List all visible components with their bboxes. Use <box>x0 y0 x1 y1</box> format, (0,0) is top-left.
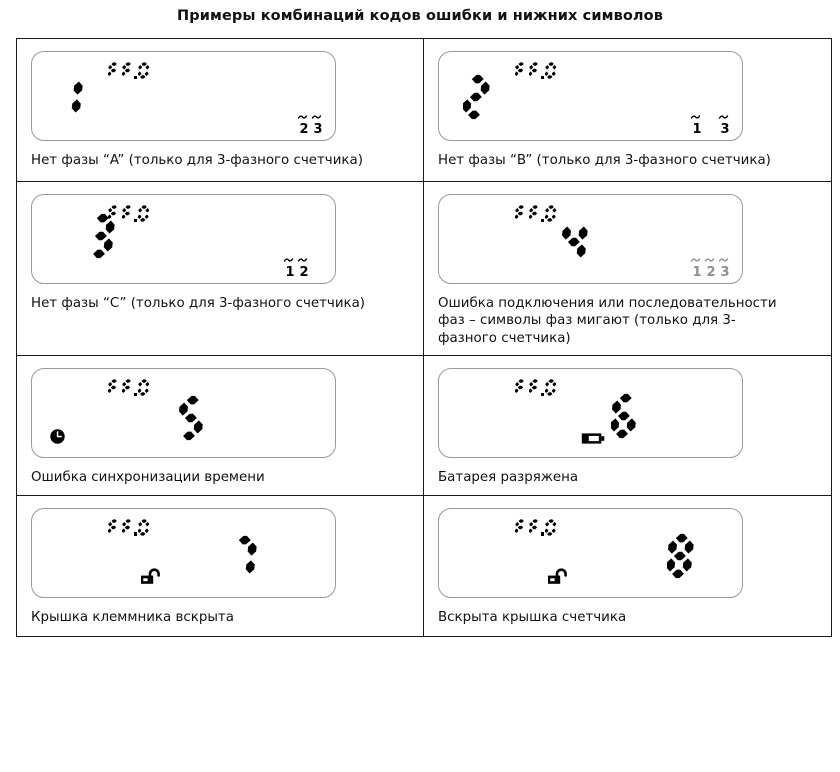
lcd-prefix-ff0 <box>108 62 150 79</box>
cell-caption: Нет фазы “C” (только для 3-фазного счетчика) <box>31 296 366 311</box>
phase-indicator-2 <box>704 256 718 276</box>
lcd-prefix-ff0 <box>515 519 557 536</box>
cell-caption: Вскрыта крышка счетчика <box>438 609 627 625</box>
lcd-display <box>31 194 336 284</box>
error-code-digit <box>178 395 206 445</box>
lcd-display <box>438 51 743 141</box>
unlocked-padlock-icon <box>547 567 570 589</box>
table-row <box>17 356 831 495</box>
lcd-prefix-ff0 <box>515 205 557 222</box>
error-cell-8 <box>424 496 831 636</box>
clock-icon <box>49 428 66 449</box>
unlocked-padlock-icon <box>140 567 163 589</box>
cell-caption: Батарея разряжена <box>438 470 579 486</box>
ff-char-f1 <box>515 62 527 79</box>
ff-char-zero <box>138 205 150 222</box>
svg-text:2: 2 <box>299 122 309 135</box>
svg-text:2: 2 <box>706 265 716 278</box>
svg-text:3: 3 <box>720 122 730 135</box>
table-row <box>17 182 831 356</box>
seven-segment-digit <box>561 219 589 265</box>
ff-char-f2 <box>529 62 541 79</box>
ff-char-zero <box>545 62 557 79</box>
phase-indicator-1 <box>283 256 297 276</box>
error-cell-2 <box>424 39 831 181</box>
error-code-table <box>16 38 832 637</box>
phase-indicator-empty <box>283 113 297 133</box>
svg-text:1: 1 <box>285 265 295 278</box>
table-row <box>17 496 831 636</box>
error-code-digit <box>667 533 695 583</box>
ff-char-f2 <box>529 205 541 222</box>
phase-indicators <box>283 256 325 276</box>
ff-char-f1 <box>515 379 527 396</box>
lcd-display <box>438 194 743 284</box>
cell-caption: Ошибка синхронизации времени <box>31 470 265 486</box>
phase-indicator-1 <box>690 113 704 133</box>
seven-segment-digit <box>611 393 639 439</box>
seven-segment-digit <box>230 535 258 581</box>
ff-char-f1 <box>515 205 527 222</box>
error-code-digit <box>561 219 589 269</box>
error-cell-3 <box>17 182 424 355</box>
lcd-prefix-ff0 <box>515 62 557 79</box>
ff-char-f2 <box>122 205 134 222</box>
battery-low-icon <box>581 430 605 449</box>
ff-char-zero <box>545 205 557 222</box>
phase-indicators <box>283 113 325 133</box>
ff-char-f1 <box>108 519 120 536</box>
ff-char-zero <box>138 379 150 396</box>
svg-text:1: 1 <box>692 265 702 278</box>
phase-indicator-1 <box>690 256 704 276</box>
svg-text:2: 2 <box>299 265 309 278</box>
error-code-digit <box>56 74 84 124</box>
cell-caption: Крышка клеммника вскрыта <box>31 609 234 625</box>
phase-indicator-3 <box>718 256 732 276</box>
error-cell-4 <box>424 182 831 355</box>
lcd-prefix-ff0 <box>108 379 150 396</box>
seven-segment-digit <box>178 395 206 441</box>
phase-indicators <box>690 113 732 133</box>
error-code-digit <box>230 535 258 585</box>
cell-caption: Нет фазы “A” (только для 3-фазного счетчика) <box>31 153 363 168</box>
svg-text:3: 3 <box>720 265 730 278</box>
lcd-display <box>31 51 336 141</box>
lcd-display <box>31 508 336 598</box>
lcd-display <box>438 368 743 458</box>
phase-indicator-2 <box>297 113 311 133</box>
phase-indicator-empty <box>311 256 325 276</box>
svg-text:1: 1 <box>692 122 702 135</box>
ff-char-f2 <box>122 62 134 79</box>
lcd-prefix-ff0 <box>515 379 557 396</box>
error-cell-5 <box>17 356 424 494</box>
lcd-prefix-ff0 <box>108 519 150 536</box>
table-row <box>17 39 831 182</box>
ff-char-f2 <box>122 379 134 396</box>
error-cell-1 <box>17 39 424 181</box>
ff-char-zero <box>138 519 150 536</box>
phase-indicator-3 <box>718 113 732 133</box>
error-code-digit <box>88 213 116 263</box>
seven-segment-digit <box>88 213 116 259</box>
ff-char-f1 <box>108 62 120 79</box>
page-title: Примеры комбинаций кодов ошибки и нижних символов <box>177 8 663 24</box>
ff-char-f2 <box>122 519 134 536</box>
phase-indicator-empty <box>704 113 718 133</box>
ff-char-zero <box>545 519 557 536</box>
cell-caption: Нет фазы “B” (только для 3-фазного счетчика) <box>438 153 771 168</box>
ff-char-f2 <box>529 519 541 536</box>
seven-segment-digit <box>667 533 695 579</box>
svg-text:3: 3 <box>313 122 323 135</box>
error-cell-7 <box>17 496 424 636</box>
ff-char-f1 <box>108 379 120 396</box>
error-cell-6 <box>424 356 831 494</box>
error-code-digit <box>611 393 639 443</box>
error-code-digit <box>463 74 491 124</box>
ff-char-zero <box>545 379 557 396</box>
phase-indicators <box>690 256 732 276</box>
ff-char-f1 <box>515 519 527 536</box>
cell-caption: Ошибка подключения или последовательности фаз – символы фаз мигают (только для 3-фазного счетчика) <box>438 296 777 346</box>
lcd-display <box>438 508 743 598</box>
seven-segment-digit <box>463 74 491 120</box>
ff-char-f2 <box>529 379 541 396</box>
seven-segment-digit <box>56 74 84 120</box>
phase-indicator-3 <box>311 113 325 133</box>
phase-indicator-2 <box>297 256 311 276</box>
lcd-display <box>31 368 336 458</box>
ff-char-zero <box>138 62 150 79</box>
